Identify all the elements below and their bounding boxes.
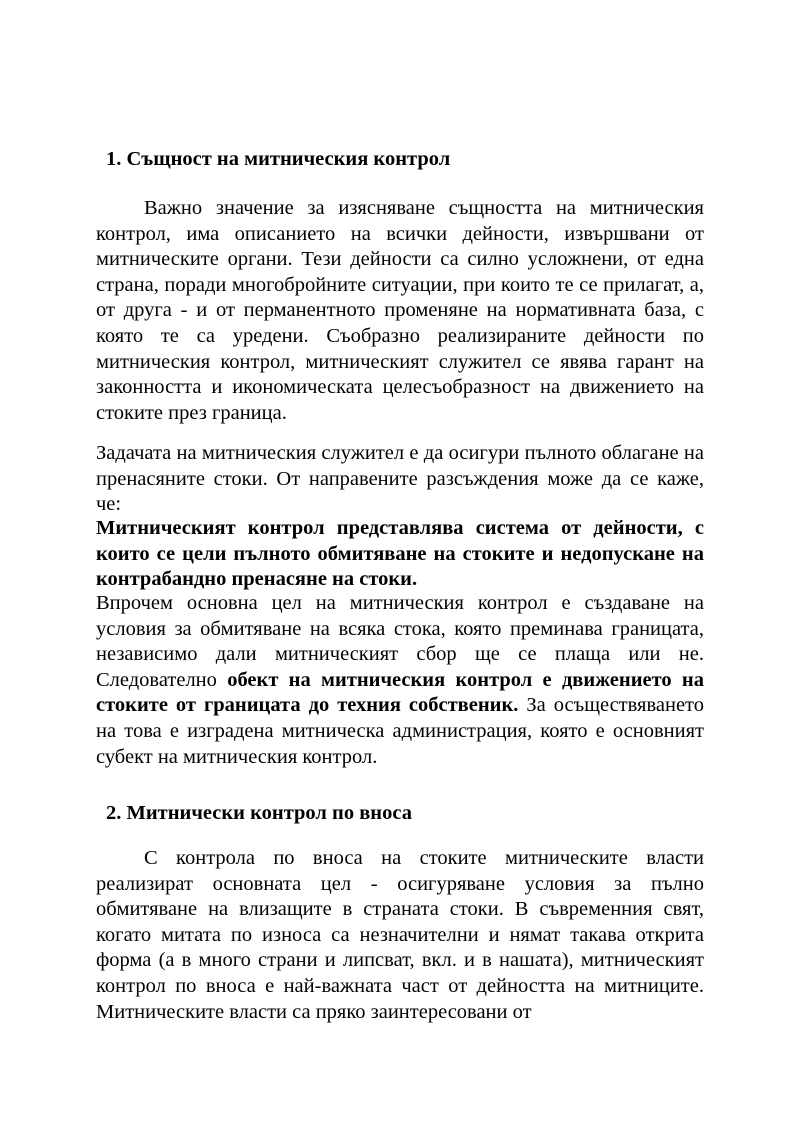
paragraph-4-bold-phrase: обект на митническия контрол е движението на стоките от границата до техния собственик. — [96, 668, 704, 717]
paragraph-4-start: Впрочем основна цел на митническия контрол е създаване на условия за обмитяване на всяка стока, която преминава границата, независимо дали митническият сбор ще се плаща или не. Следователно — [96, 592, 704, 691]
section-1-definition: Митническият контрол представлява система от дейности, с които се цели пълното обмитяване на стоките и недопускане на контрабандно пренасяне на стоки. — [96, 517, 704, 591]
section-1-paragraph-1: Важно значение за изясняване същността на митническия контрол, има описанието на всички дейности, извършвани от митническите органи. Тези дейности са силно усложнени, от една страна, поради многобройните ситуации, при които те се прилагат, а, от друга - и от перманентното променяне на нормативната база, с която те са уредени. Съобразно реализираните дейности по митническия контрол, митническият служител се явява гарант на законността и икономическата целесъобразност на движението на стоките през граница. — [96, 197, 704, 424]
paragraph-4-end: За осъществяването на това е изградена митническа администрация, която е основният субект на митническия контрол. — [96, 694, 704, 768]
section-1-heading: 1. Същност на митническия контрол — [106, 148, 451, 170]
section-2-paragraph-1: С контрола по вноса на стоките митническите власти реализират основната цел - осигуряване условия за пълно обмитяване на влизащите в страната стоки. В съвременния свят, когато митата по износа са незначителни и нямат такава открита форма (а в много страни и липсват, вкл. и в нашата), митническият контрол по вноса е най-важната част от дейността на митниците. Митническите власти са пряко заинтересовани от — [96, 847, 704, 1023]
section-1-paragraph-2: Задачата на митническия служител е да осигури пълното облагане на пренасяните стоки. От направените разсъждения може да се каже, че: — [96, 442, 704, 516]
section-2-heading: 2. Митнически контрол по вноса — [106, 802, 412, 824]
section-1-paragraph-4 — [96, 591, 704, 770]
